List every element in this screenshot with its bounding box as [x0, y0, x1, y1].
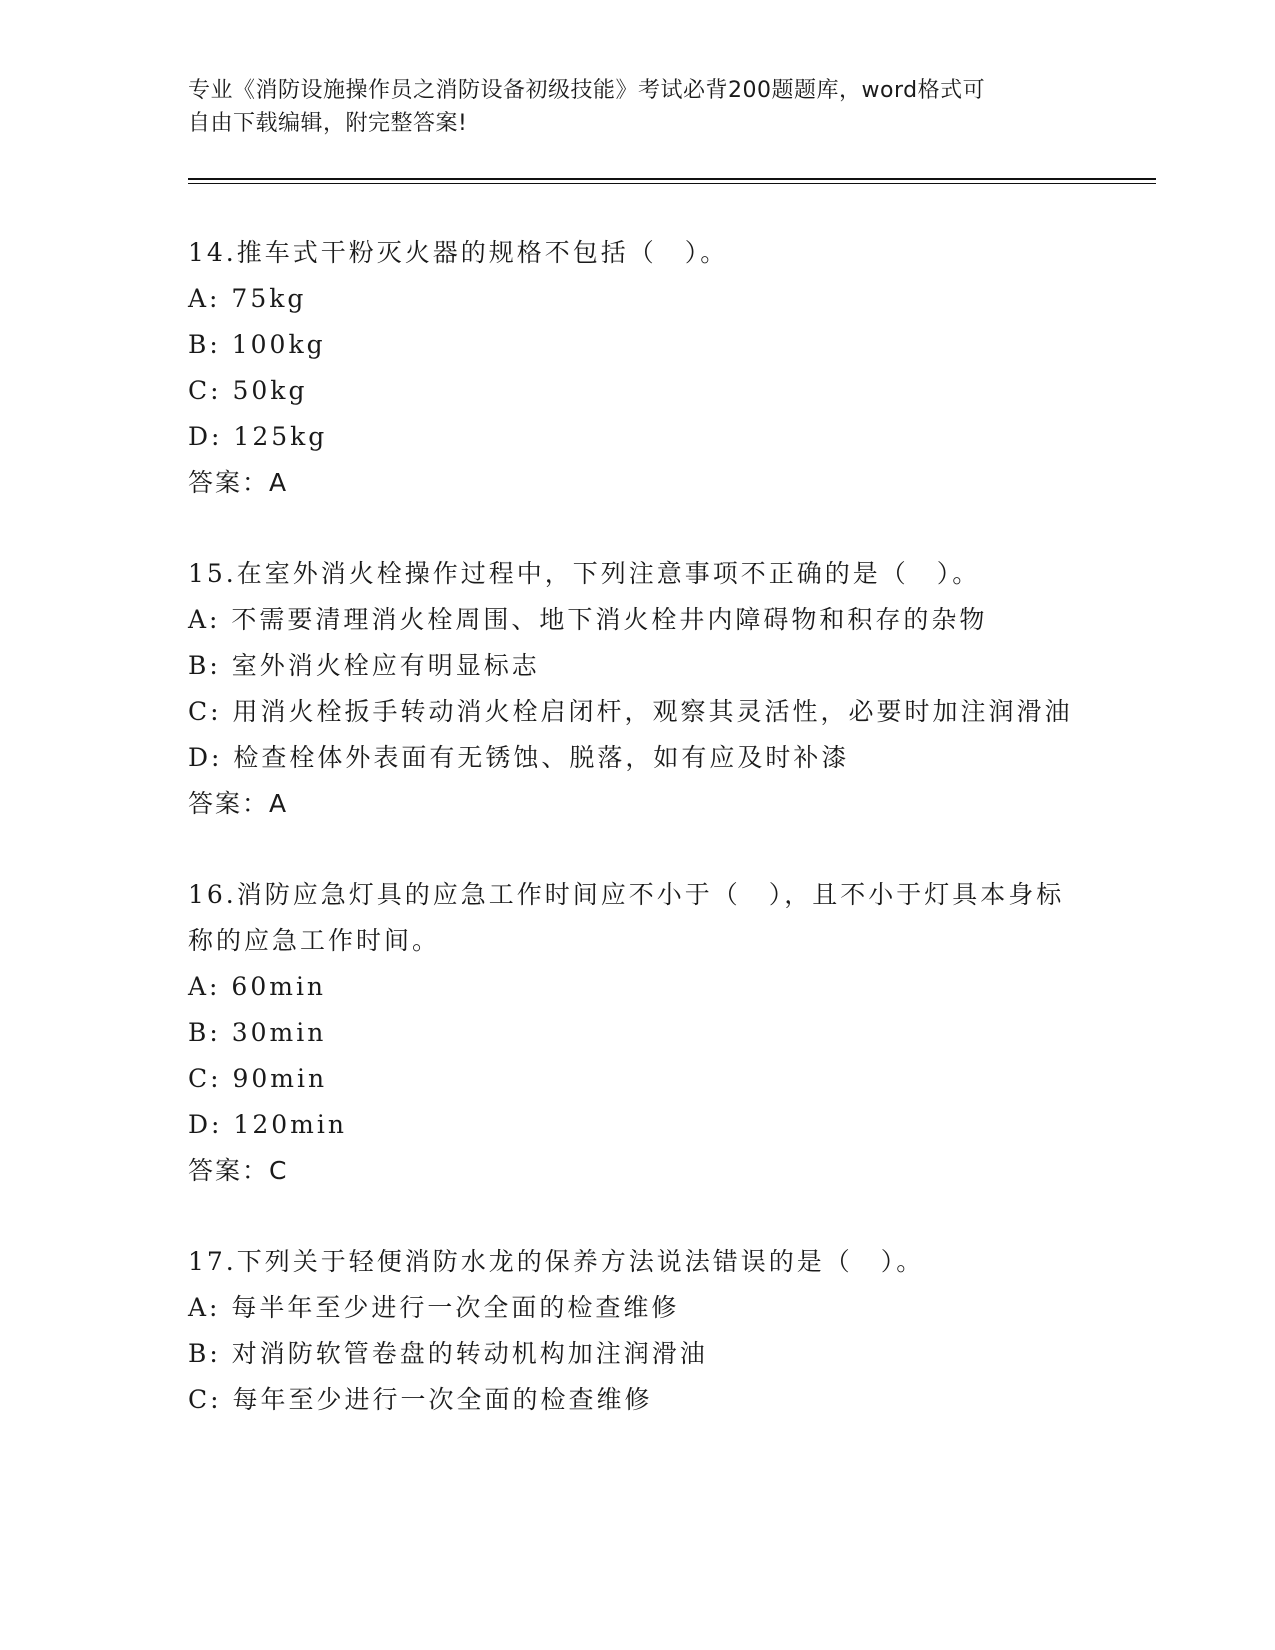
question-stem: 17.下列关于轻便消防水龙的保养方法说法错误的是（ ）。: [188, 1247, 925, 1276]
header-line-2: 自由下载编辑，附完整答案!: [188, 111, 468, 136]
header-divider: [188, 178, 1156, 184]
option-b: B: 100kg: [188, 330, 326, 359]
option-c: C: 50kg: [188, 376, 308, 405]
option-d: D: 125kg: [188, 422, 328, 451]
question-stem: 15.在室外消火栓操作过程中，下列注意事项不正确的是（ ）。: [188, 559, 981, 588]
option-a: A: 60min: [188, 972, 327, 1001]
answer-key: A: [269, 789, 289, 818]
document-header: [188, 74, 1088, 140]
question-16: [188, 872, 1088, 1194]
answer-line: [188, 1148, 1088, 1194]
option-c: C: 用消火栓扳手转动消火栓启闭杆，观察其灵活性，必要时加注润滑油: [188, 697, 1073, 726]
option-b: B: 30min: [188, 1018, 327, 1047]
question-list: [188, 230, 1088, 1468]
answer-label: 答案：: [188, 468, 270, 497]
question-15: [188, 551, 1088, 827]
option-b: B: 对消防软管卷盘的转动机构加注润滑油: [188, 1339, 708, 1368]
option-a: A: 每半年至少进行一次全面的检查维修: [188, 1293, 680, 1322]
question-17: [188, 1239, 1088, 1423]
answer-line: [188, 460, 1088, 506]
answer-label: 答案：: [188, 1156, 270, 1185]
answer-key: C: [269, 1156, 289, 1185]
answer-key: A: [269, 468, 289, 497]
option-c: C: 每年至少进行一次全面的检查维修: [188, 1385, 653, 1414]
answer-line: [188, 781, 1088, 827]
option-d: D: 检查栓体外表面有无锈蚀、脱落，如有应及时补漆: [188, 743, 850, 772]
option-d: D: 120min: [188, 1110, 347, 1139]
question-stem: 16.消防应急灯具的应急工作时间应不小于（ ），且不小于灯具本身标称的应急工作时间。: [188, 880, 1065, 955]
option-c: C: 90min: [188, 1064, 328, 1093]
answer-label: 答案：: [188, 789, 270, 818]
option-a: A: 不需要清理消火栓周围、地下消火栓井内障碍物和积存的杂物: [188, 605, 988, 634]
question-stem: 14.推车式干粉灭火器的规格不包括（ ）。: [188, 238, 729, 267]
question-14: [188, 230, 1088, 506]
header-line-1: 专业《消防设施操作员之消防设备初级技能》考试必背200题题库，word格式可: [188, 78, 986, 103]
option-b: B: 室外消火栓应有明显标志: [188, 651, 540, 680]
option-a: A: 75kg: [188, 284, 307, 313]
